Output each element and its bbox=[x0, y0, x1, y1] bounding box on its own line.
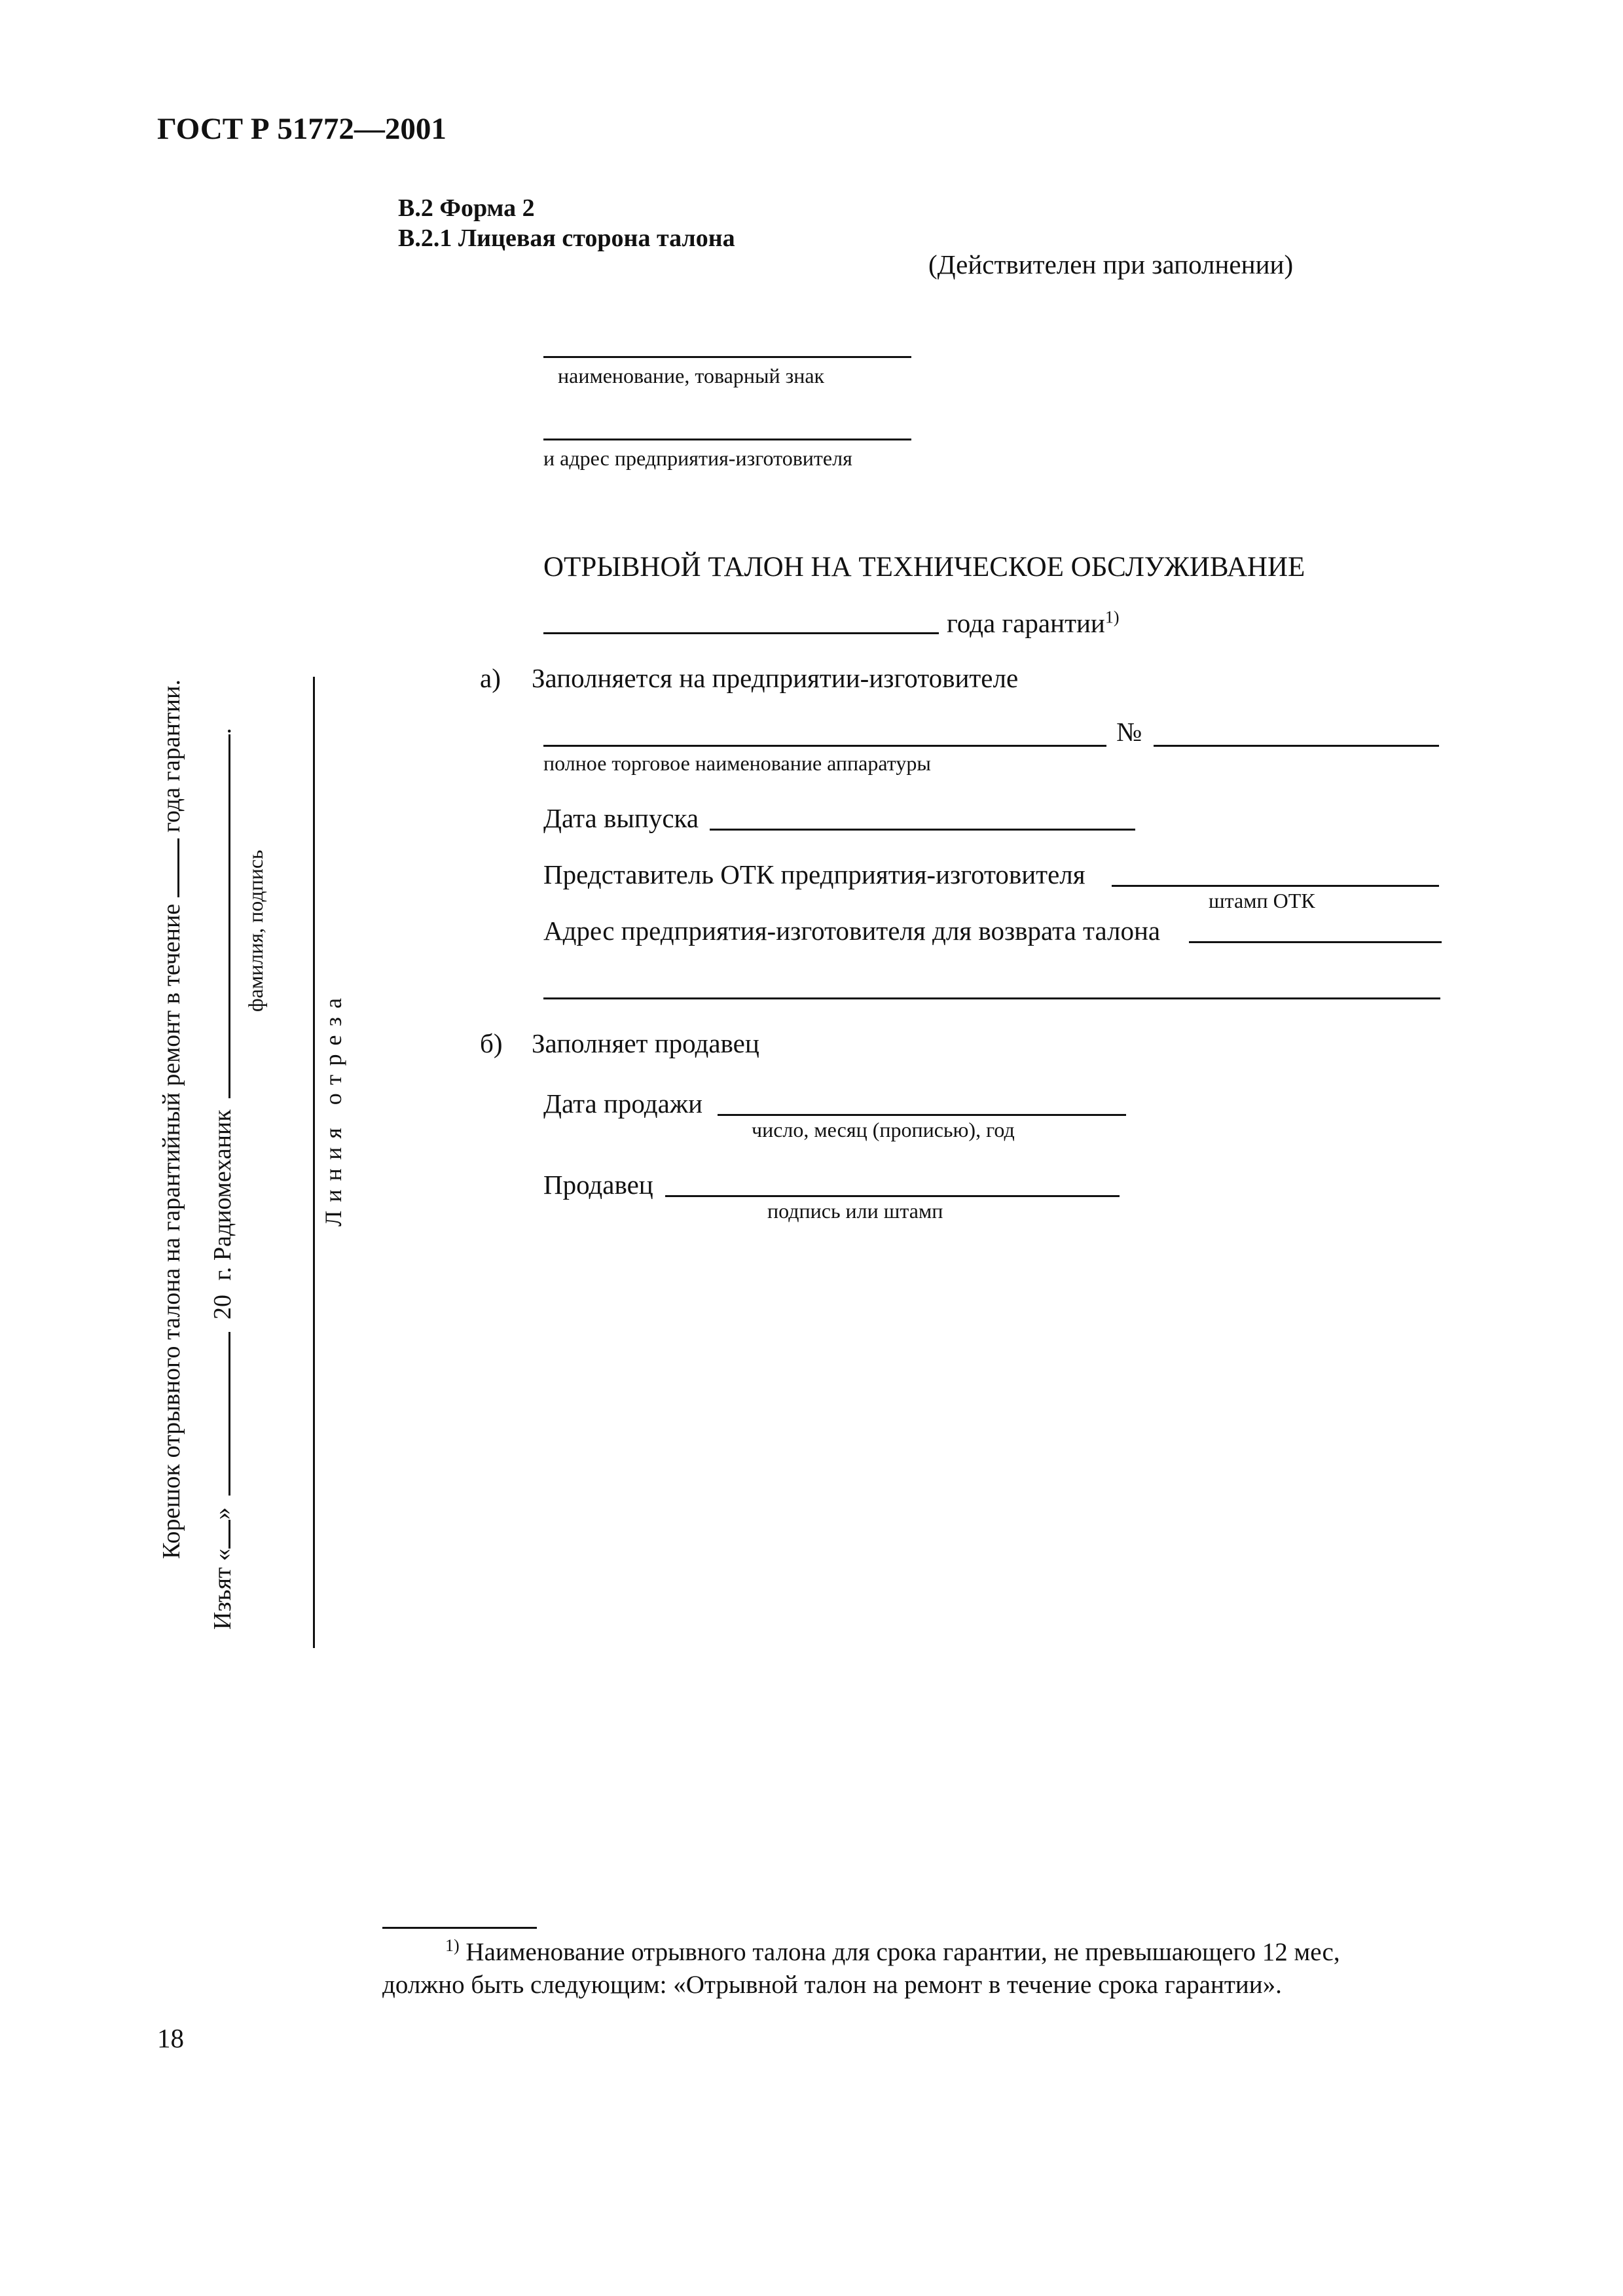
footnote-text-1: Наименование отрывного талона для срока гарантии, не превышающего 12 мес, bbox=[465, 1938, 1340, 1966]
name-trademark-line[interactable] bbox=[543, 356, 911, 358]
sale-date-caption: число, месяц (прописью), год bbox=[752, 1118, 1015, 1141]
footnote-line-1 bbox=[445, 1937, 1340, 1967]
part-b-heading: Заполняет продавец bbox=[532, 1028, 759, 1058]
release-date-label: Дата выпуска bbox=[543, 803, 699, 833]
stub-month-blank[interactable] bbox=[211, 1332, 230, 1496]
warranty-footnote-mark: 1) bbox=[1104, 607, 1120, 627]
seller-caption: подпись или штамп bbox=[767, 1199, 943, 1223]
valid-note: (Действителен при заполнении) bbox=[928, 249, 1294, 279]
warranty-text: года гарантии bbox=[947, 608, 1105, 638]
sale-date-label: Дата продажи bbox=[543, 1088, 703, 1119]
number-sign: № bbox=[1116, 717, 1142, 747]
part-b-marker: б) bbox=[480, 1028, 503, 1058]
stub-quote-close: » bbox=[209, 1507, 236, 1520]
serial-number-line[interactable] bbox=[1154, 745, 1439, 747]
stub-line-1 bbox=[157, 679, 186, 1559]
name-trademark-caption: наименование, товарный знак bbox=[558, 364, 825, 387]
seller-label: Продавец bbox=[543, 1170, 653, 1200]
full-name-line[interactable] bbox=[543, 745, 1106, 747]
otk-rep-label: Представитель ОТК предприятия-изготовителя bbox=[543, 859, 1085, 889]
warranty-label bbox=[947, 607, 1120, 639]
return-address-line[interactable] bbox=[1189, 941, 1442, 943]
full-name-caption: полное торговое наименование аппаратуры bbox=[543, 751, 931, 775]
stub-years-blank[interactable] bbox=[160, 838, 179, 897]
part-a-marker: а) bbox=[480, 663, 501, 693]
footnote-rule bbox=[382, 1927, 537, 1929]
seller-line[interactable] bbox=[665, 1195, 1120, 1197]
footnote-mark: 1) bbox=[445, 1936, 460, 1955]
return-address-label: Адрес предприятия-изготовителя для возврата талона bbox=[543, 916, 1161, 946]
footnote-line-2: должно быть следующим: «Отрывной талон на ремонт в течение срока гарантии». bbox=[382, 1971, 1282, 1999]
stub-name-signature: фамилия, подпись bbox=[244, 850, 267, 1012]
section-heading-b2: В.2 Форма 2 bbox=[398, 194, 535, 222]
section-heading-b21: В.2.1 Лицевая сторона талона bbox=[398, 224, 735, 252]
otk-stamp-caption: штамп ОТК bbox=[1209, 889, 1315, 912]
stub-line1-text: Корешок отрывного талона на гарантийный ремонт в течение bbox=[158, 903, 185, 1559]
otk-rep-line[interactable] bbox=[1112, 885, 1439, 887]
stub-withdrawn: Изъят « bbox=[209, 1548, 236, 1630]
cut-line bbox=[313, 677, 315, 1648]
stub-day-blank[interactable] bbox=[211, 1520, 230, 1549]
stub-line1-end: года гарантии. bbox=[158, 679, 185, 833]
stub-line-2 bbox=[208, 728, 237, 1630]
cut-line-label: Линия отреза bbox=[320, 989, 346, 1227]
stub-period: . bbox=[209, 728, 236, 734]
part-a-heading: Заполняется на предприятии-изготовителе bbox=[532, 663, 1019, 693]
address-caption: и адрес предприятия-изготовителя bbox=[543, 446, 852, 470]
document-code: ГОСТ Р 51772—2001 bbox=[157, 112, 447, 146]
address-line[interactable] bbox=[543, 439, 911, 440]
stub-year: 20 bbox=[209, 1294, 236, 1319]
page-number: 18 bbox=[157, 2023, 184, 2053]
sale-date-line[interactable] bbox=[718, 1114, 1126, 1116]
warranty-years-line[interactable] bbox=[543, 632, 939, 634]
return-address-line-2[interactable] bbox=[543, 997, 1440, 999]
stub-mechanic-blank[interactable] bbox=[211, 734, 230, 1098]
coupon-title: ОТРЫВНОЙ ТАЛОН НА ТЕХНИЧЕСКОЕ ОБСЛУЖИВАНИЕ bbox=[543, 552, 1305, 583]
release-date-line[interactable] bbox=[710, 829, 1135, 831]
stub-mechanic: г. Радиомеханик bbox=[209, 1109, 236, 1281]
